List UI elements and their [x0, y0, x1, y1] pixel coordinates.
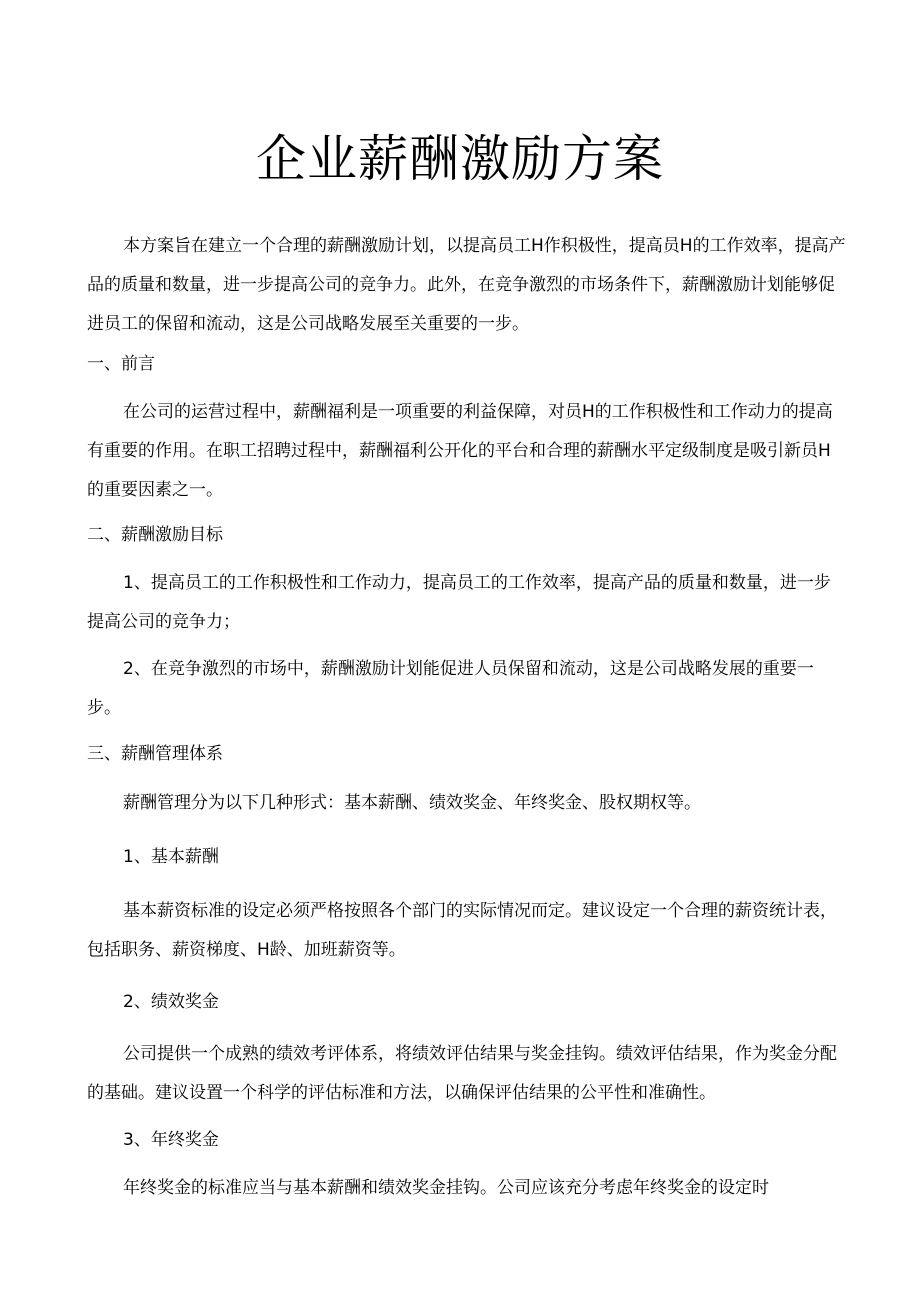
section-heading-preface: 一、前言 — [87, 354, 155, 374]
intro-paragraph: 本方案旨在建立一个合理的薪酬激励计划，以提高员工H作积极性，提高员H的工作效率，提高产品的质量和数量，进一步提高公司的竞争力。此外，在竞争激烈的市场条件下，薪酬激励计划能够促进员工的保留和流动，这是公司战略发展至关重要的一步。 — [87, 236, 846, 334]
section-heading-system: 三、薪酬管理体系 — [87, 744, 223, 764]
section-heading-goals: 二、薪酬激励目标 — [87, 525, 223, 545]
goal-item-1: 1、提高员工的工作积极性和工作动力，提高员工的工作效率，提高产品的质量和数量，进一步提高公司的竞争力； — [87, 573, 831, 632]
system-paragraph: 薪酬管理分为以下几种形式：基本薪酬、绩效奖金、年终奖金、股权期权等。 — [123, 793, 701, 813]
subsection-heading-base-pay: 1、基本薪酬 — [123, 847, 219, 867]
base-pay-paragraph: 基本薪资标准的设定必须严格按照各个部门的实际情况而定。建议设定一个合理的薪资统计表，包括职务、薪资梯度、H龄、加班薪资等。 — [87, 901, 837, 960]
performance-bonus-paragraph: 公司提供一个成熟的绩效考评体系，将绩效评估结果与奖金挂钩。绩效评估结果，作为奖金分配的基础。建议设置一个科学的评估标准和方法，以确保评估结果的公平性和准确性。 — [87, 1044, 837, 1103]
preface-paragraph: 在公司的运营过程中，薪酬福利是一项重要的利益保障，对员H的工作积极性和工作动力的提高有重要的作用。在职工招聘过程中，薪酬福利公开化的平台和合理的薪酬水平定级制度是吸引新员H的重要因素之一。 — [87, 402, 833, 500]
goal-item-2: 2、在竞争激烈的市场中，薪酬激励计划能促进人员保留和流动，这是公司战略发展的重要一步。 — [87, 659, 814, 718]
subsection-heading-year-end-bonus: 3、年终奖金 — [123, 1130, 219, 1150]
document-title: 企业薪酬激励方案 — [256, 130, 664, 188]
subsection-heading-performance-bonus: 2、绩效奖金 — [123, 992, 219, 1012]
year-end-bonus-paragraph: 年终奖金的标准应当与基本薪酬和绩效奖金挂钩。公司应该充分考虑年终奖金的设定时 — [123, 1178, 769, 1198]
